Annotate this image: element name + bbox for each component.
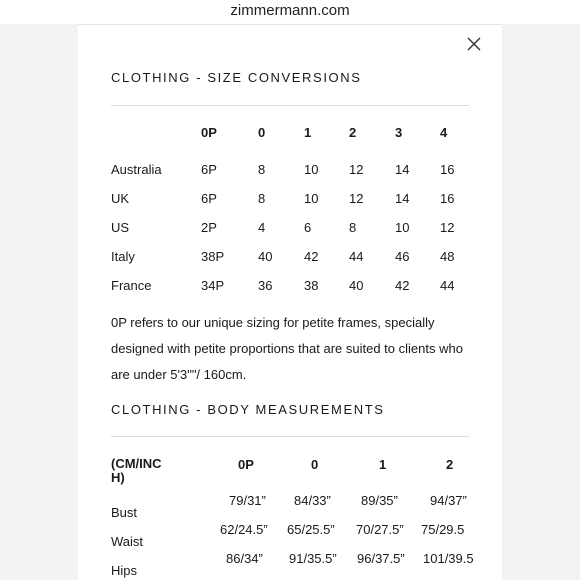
column-header: 2 — [349, 125, 357, 140]
column-header: 2 — [446, 457, 454, 472]
row-label: Australia — [111, 162, 162, 177]
table-cell: 44 — [349, 249, 364, 264]
table-cell: 62/24.5” — [220, 522, 268, 537]
table-cell: 14 — [395, 191, 410, 206]
table-cell: 16 — [440, 162, 455, 177]
table-cell: 75/29.5 — [421, 522, 465, 537]
column-header: 4 — [440, 125, 448, 140]
table-cell: 12 — [349, 162, 364, 177]
section-divider — [111, 436, 469, 437]
row-label: Italy — [111, 249, 135, 264]
row-label: US — [111, 220, 130, 235]
table-cell: 86/34” — [226, 551, 263, 566]
column-header: 0P — [238, 457, 254, 472]
table-cell: 38P — [201, 249, 225, 264]
table-cell: 10 — [304, 191, 319, 206]
column-header: 0 — [311, 457, 319, 472]
row-label: Bust — [111, 505, 138, 520]
column-header: 0P — [201, 125, 217, 140]
table-cell: 2P — [201, 220, 217, 235]
table-cell: 8 — [349, 220, 357, 235]
column-header: 1 — [304, 125, 312, 140]
table-cell: 6P — [201, 191, 217, 206]
table-cell: 84/33” — [294, 493, 331, 508]
table-cell: 65/25.5” — [287, 522, 335, 537]
table-cell: 94/37” — [430, 493, 467, 508]
table-cell: 46 — [395, 249, 410, 264]
table-cell: 89/35” — [361, 493, 398, 508]
table-cell: 38 — [304, 278, 319, 293]
table-cell: 8 — [258, 162, 266, 177]
row-label: Waist — [111, 534, 144, 549]
close-button[interactable] — [464, 34, 484, 54]
table-cell: 14 — [395, 162, 410, 177]
column-header: 3 — [395, 125, 403, 140]
table-cell: 12 — [440, 220, 455, 235]
table-cell: 16 — [440, 191, 455, 206]
table-cell: 34P — [201, 278, 225, 293]
table-cell: 79/31” — [229, 493, 266, 508]
row-label: UK — [111, 191, 130, 206]
table-cell: 101/39.5 — [423, 551, 474, 566]
body-measurements-title: CLOTHING - BODY MEASUREMENTS — [111, 402, 385, 417]
table-cell: 6P — [201, 162, 217, 177]
column-header: 0 — [258, 125, 266, 140]
unit-header: (CM/INCH) — [111, 456, 162, 485]
petite-sizing-note: 0P refers to our unique sizing for petite frames, specially designed with petite proportions that are suited to clients who are under 5'3""/ 160cm. — [111, 315, 463, 382]
table-cell: 8 — [258, 191, 266, 206]
close-icon — [464, 34, 484, 54]
table-cell: 42 — [395, 278, 410, 293]
row-label: Hips — [111, 563, 138, 578]
column-header: 1 — [379, 457, 387, 472]
table-cell: 4 — [258, 220, 266, 235]
table-cell: 10 — [395, 220, 410, 235]
table-cell: 91/35.5” — [289, 551, 337, 566]
table-cell: 10 — [304, 162, 319, 177]
table-cell: 12 — [349, 191, 364, 206]
row-label: France — [111, 278, 152, 293]
size-conversions-title: CLOTHING - SIZE CONVERSIONS — [111, 70, 362, 85]
browser-url[interactable]: zimmermann.com — [0, 0, 580, 24]
table-cell: 48 — [440, 249, 455, 264]
size-guide-modal — [78, 24, 502, 580]
table-cell: 6 — [304, 220, 312, 235]
table-cell: 40 — [349, 278, 364, 293]
table-cell: 44 — [440, 278, 455, 293]
table-cell: 40 — [258, 249, 273, 264]
table-cell: 70/27.5” — [356, 522, 404, 537]
section-divider — [111, 105, 469, 106]
table-cell: 42 — [304, 249, 319, 264]
table-cell: 36 — [258, 278, 273, 293]
table-cell: 96/37.5” — [357, 551, 405, 566]
